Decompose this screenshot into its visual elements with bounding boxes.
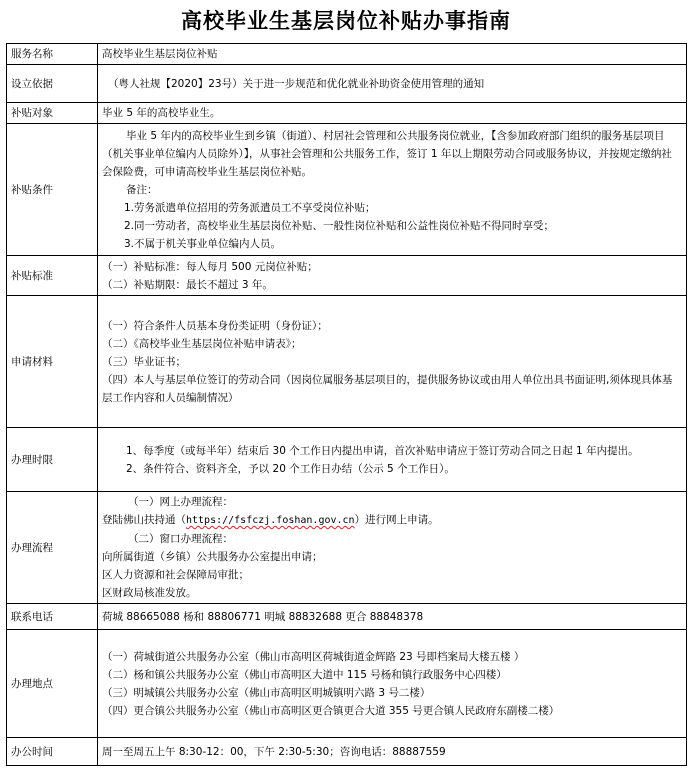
standard-content [98, 256, 687, 296]
materials-item: （一）符合条件人员基本身份类证明（身份证）； [102, 319, 328, 332]
materials-item: （四）本人与基层单位签订的劳动合同（因岗位属服务基层项目的，提供服务协议或由用人单位出具书面证明,须体现具体基层工作内容和人员编制情况） [102, 373, 673, 404]
materials-item: （三）毕业证书； [102, 355, 186, 368]
target-label: 补贴对象 [7, 103, 98, 124]
phone-value: 荷城 88665088 杨和 88806771 明城 88832688 更合 88848378 [98, 604, 687, 630]
guide-table [6, 43, 687, 766]
standard-item: （二）补贴期限：最长不超过 3 年。 [102, 278, 273, 291]
process-step: 向所属街道（乡镇）公共服务办公室提出申请； [102, 551, 323, 563]
address-item: （四）更合镇公共服务办公室（佛山市高明区更合镇更合大道 355 号更合镇人民政府东副楼二楼） [102, 704, 560, 717]
row-address [7, 630, 687, 738]
row-time-limit [7, 428, 687, 492]
row-phone [7, 604, 687, 630]
basis-value: （粤人社规【2020】23号）关于进一步规范和优化就业补助资金使用管理的通知 [98, 65, 687, 103]
time-limit-item: 2、条件符合、资料齐全，予以 20 个工作日办结（公示 5 个工作日）。 [126, 462, 455, 475]
hours-value: 周一至周五上午 8:30-12：00，下午 2:30-5:30；咨询电话：88887559 [98, 738, 687, 766]
conditions-content [98, 124, 687, 256]
process-content [98, 492, 687, 604]
hours-label: 办公时间 [7, 738, 98, 766]
process-online-line [102, 511, 682, 530]
address-item: （三）明城镇公共服务办公室（佛山市高明区明城镇明六路 3 号二楼） [102, 686, 431, 699]
online-prefix: 登陆佛山扶持通（ [102, 514, 186, 526]
row-service-name [7, 44, 687, 65]
address-content [98, 630, 687, 738]
service-name-label: 服务名称 [7, 44, 98, 65]
time-limit-content [98, 428, 687, 492]
time-limit-item: 1、每季度（或每半年）结束后 30 个工作日内提出申请，首次补贴申请应于签订劳动合同之日起 1 年内提出。 [126, 444, 639, 457]
process-offline-title: （二）窗口办理流程： [128, 533, 233, 545]
conditions-note: 3.不属于机关事业单位编内人员。 [124, 237, 282, 250]
address-label: 办理地点 [7, 630, 98, 738]
process-step: 区财政局核准发放。 [102, 587, 197, 599]
row-conditions [7, 124, 687, 256]
conditions-note: 1.劳务派遣单位招用的劳务派遣员工不享受岗位补贴； [124, 201, 376, 214]
row-materials [7, 296, 687, 428]
materials-content [98, 296, 687, 428]
standard-label: 补贴标准 [7, 256, 98, 296]
time-limit-label: 办理时限 [7, 428, 98, 492]
materials-label: 申请材料 [7, 296, 98, 428]
standard-item: （一）补贴标准：每人每月 500 元岗位补贴； [102, 260, 318, 273]
address-item: （二）杨和镇公共服务办公室（佛山市高明区大道中 115 号杨和镇行政服务中心四楼） [102, 668, 507, 681]
row-process [7, 492, 687, 604]
page-title: 高校毕业生基层岗位补贴办事指南 [181, 9, 511, 33]
basis-label: 设立依据 [7, 65, 98, 103]
row-basis [7, 65, 687, 103]
address-item: （一）荷城街道公共服务办公室（佛山市高明区荷城街道金辉路 23 号即档案局大楼五楼 ） [102, 650, 525, 663]
service-name-value: 高校毕业生基层岗位补贴 [98, 44, 687, 65]
row-target [7, 103, 687, 124]
row-standard [7, 256, 687, 296]
target-value: 毕业 5 年的高校毕业生。 [98, 103, 687, 124]
conditions-label: 补贴条件 [7, 124, 98, 256]
phone-label: 联系电话 [7, 604, 98, 630]
process-online-title: （一）网上办理流程： [128, 496, 233, 508]
conditions-note-title: 备注： [126, 183, 158, 196]
row-hours [7, 738, 687, 766]
conditions-note: 2.同一劳动者，高校毕业生基层岗位补贴、一般性岗位补贴和公益性岗位补贴不得同时享受； [124, 219, 555, 232]
online-url-link[interactable]: https://fsfczj.foshan.gov.cn [186, 515, 355, 526]
materials-item: （二）《高校毕业生基层岗位补贴申请表》； [102, 337, 302, 350]
online-suffix: ）进行网上申请。 [354, 514, 439, 526]
conditions-paragraph: 毕业 5 年内的高校毕业生到乡镇（街道）、村居社会管理和公共服务岗位就业，【含参加政府部门组织的服务基层项目（机关事业单位编内人员除外）】，从事社会管理和公共服务工作，签订 1 年以上期限劳动合同或服务协议，并按规定缴纳社会保险费，可申请高校毕业生基层岗位补贴。 [102, 129, 672, 178]
process-label: 办理流程 [7, 492, 98, 604]
process-step: 区人力资源和社会保障局审批； [102, 569, 249, 581]
